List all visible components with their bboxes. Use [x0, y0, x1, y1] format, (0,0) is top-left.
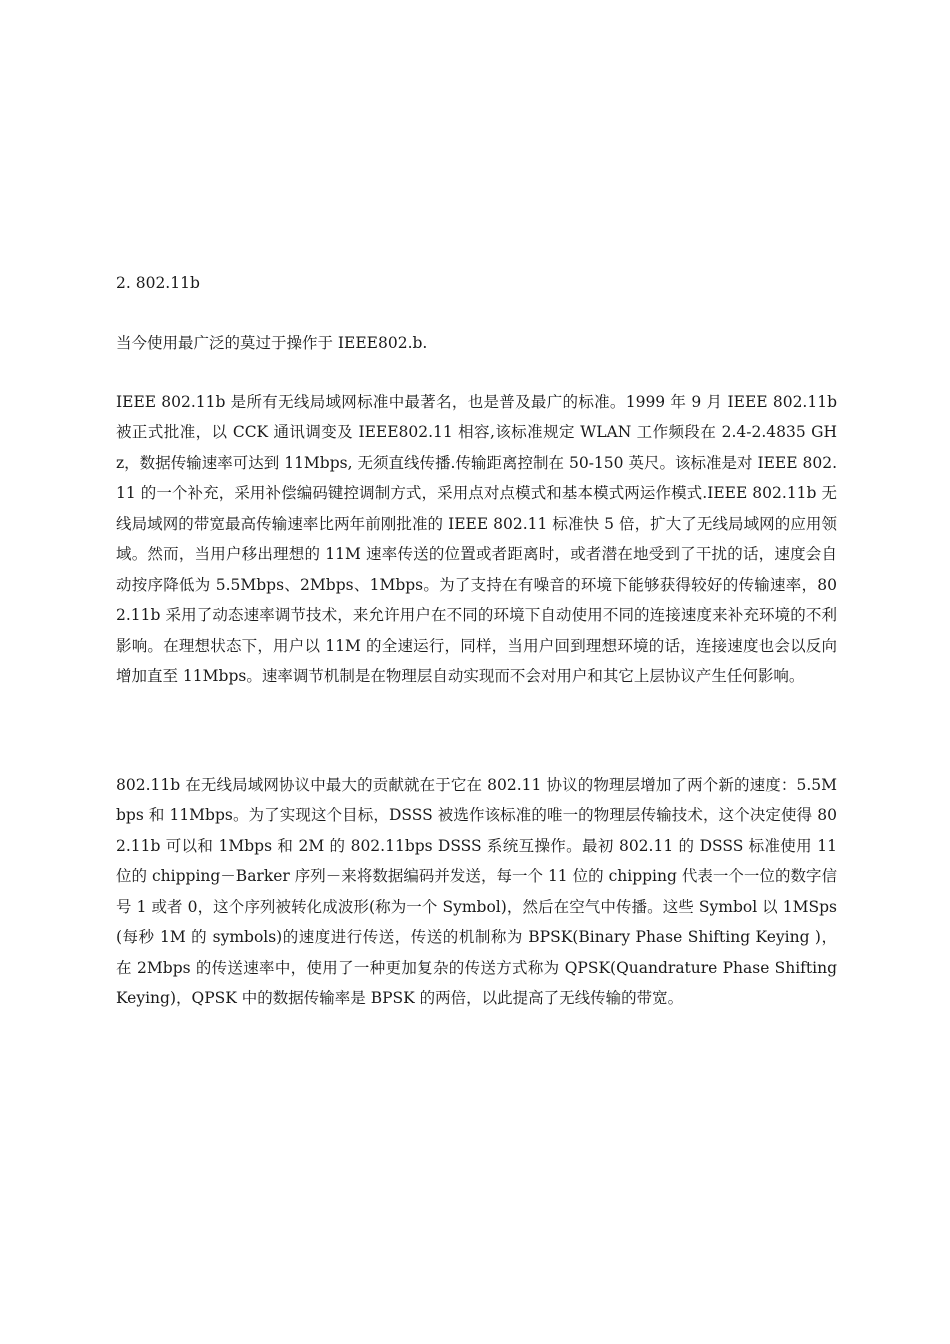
section-heading: 2. 802.11b: [116, 274, 200, 292]
paragraph-physical-layer: 802.11b 在无线局域网协议中最大的贡献就在于它在 802.11 协议的物理层增加了两个新的速度：5.5Mbps 和 11Mbps。为了实现这个目标，DSSS 被选作该标准的唯一的物理层传输技术，这个决定使得 802.11b 可以和 1Mbps 和 2M 的 802.11bps DSSS 系统互操作。最初 802.11 的 DSSS 标准使用 11 位的 chipping－Barker 序列－来将数据编码并发送，每一个 11 位的 chipping 代表一个一位的数字信号 1 或者 0，这个序列被转化成波形(称为一个 Symbol)，然后在空气中传播。这些 Symbol 以 1MSps(每秒 1M 的 symbols)的速度进行传送，传送的机制称为 BPSK(Binary Phase Shifting Keying )，在 2Mbps 的传送速率中，使用了一种更加复杂的传送方式称为 QPSK(Quandrature Phase Shifting Keying)，QPSK 中的数据传输率是 BPSK 的两倍，以此提高了无线传输的带宽。: [116, 775, 837, 1007]
paragraph-overview: IEEE 802.11b 是所有无线局域网标准中最著名，也是普及最广的标准。1999 年 9 月 IEEE 802.11b 被正式批准，以 CCK 通讯调变及 IEEE802.11 相容,该标准规定 WLAN 工作频段在 2.4-2.4835 GHz，数据传输速率可达到 11Mbps, 无须直线传播.传输距离控制在 50-150 英尺。该标准是对 IEEE 802.11 的一个补充，采用补偿编码键控调制方式，采用点对点模式和基本模式两运作模式.IEEE 802.11b 无线局域网的带宽最高传输速率比两年前刚批准的 IEEE 802.11 标准快 5 倍，扩大了无线局域网的应用领域。然而，当用户移出理想的 11M 速率传送的位置或者距离时，或者潜在地受到了干扰的话，速度会自动按序降低为 5.5Mbps、2Mbps、1Mbps。为了支持在有噪音的环境下能够获得较好的传输速率，802.11b 采用了动态速率调节技术，来允许用户在不同的环境下自动使用不同的连接速度来补充环境的不利影响。在理想状态下，用户以 11M 的全速运行，同样，当用户回到理想环境的话，连接速度也会以反向增加直至 11Mbps。速率调节机制是在物理层自动实现而不会对用户和其它上层协议产生任何影响。: [116, 392, 837, 685]
document-body: [116, 268, 837, 1014]
intro-paragraph: 当今使用最广泛的莫过于操作于 IEEE802.b.: [116, 334, 428, 352]
